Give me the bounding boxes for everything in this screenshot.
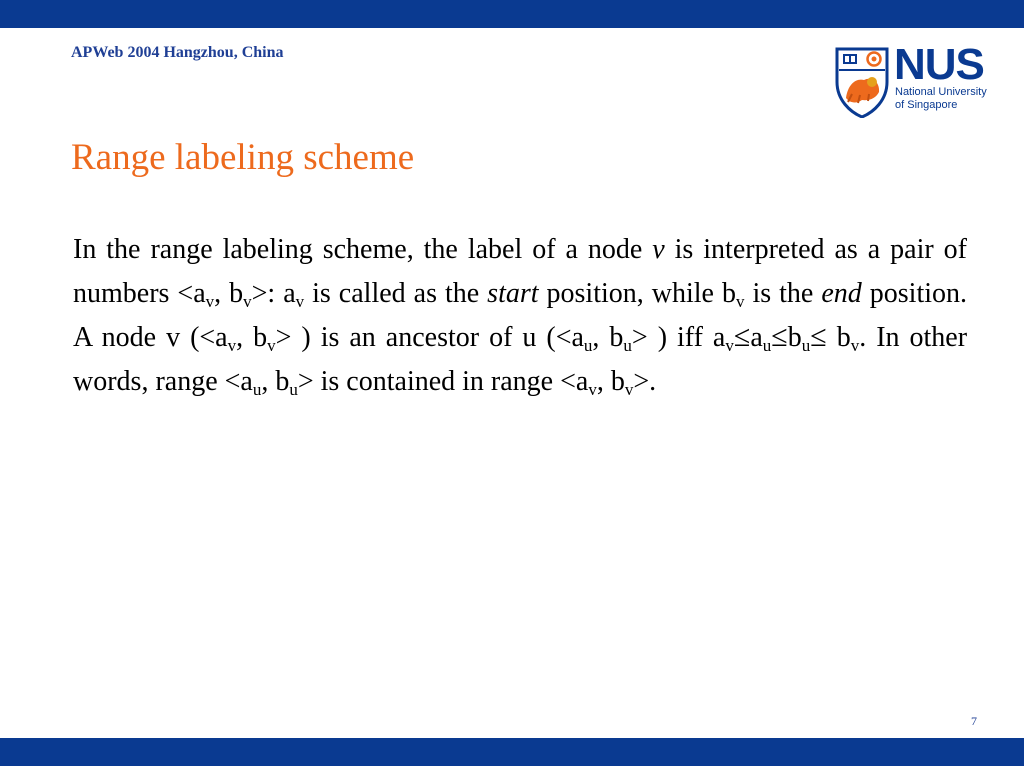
body-text: >. bbox=[633, 365, 657, 397]
leq-symbol: ≤ bbox=[810, 320, 827, 353]
body-italic-end: end bbox=[821, 277, 862, 309]
subscript: v bbox=[243, 291, 252, 311]
subscript: u bbox=[289, 379, 298, 399]
body-text: > ) iff a bbox=[631, 322, 726, 353]
subscript: u bbox=[583, 336, 593, 355]
body-text: is the bbox=[744, 277, 822, 309]
nus-crest-icon bbox=[834, 46, 890, 118]
top-bar bbox=[0, 0, 1024, 28]
body-text: is interpreted as a pair of numbers <a bbox=[73, 234, 967, 309]
body-text: b bbox=[826, 322, 851, 353]
body-italic-start: start bbox=[487, 277, 539, 309]
subscript: v bbox=[267, 336, 276, 355]
page-number: 7 bbox=[971, 714, 977, 728]
body-text: > is contained in range <a bbox=[297, 365, 589, 397]
body-paragraph bbox=[73, 228, 967, 403]
nus-name-line1: National University bbox=[895, 86, 987, 98]
body-text: , b bbox=[596, 365, 625, 397]
leq-symbol: ≤ bbox=[733, 320, 751, 353]
subscript: v bbox=[735, 291, 745, 311]
body-text: , b bbox=[236, 322, 268, 353]
body-text: position. A node v (<a bbox=[73, 277, 968, 353]
subscript: v bbox=[588, 379, 597, 399]
body-text: position, while b bbox=[538, 277, 736, 309]
subscript: v bbox=[205, 291, 215, 311]
body-italic-v: v bbox=[652, 234, 665, 265]
nus-name-line2: of Singapore bbox=[895, 99, 958, 111]
subscript: u bbox=[762, 336, 772, 355]
nus-wordmark: NUS bbox=[894, 40, 984, 89]
conference-label: APWeb 2004 Hangzhou, China bbox=[71, 44, 284, 61]
subscript: v bbox=[227, 336, 237, 355]
subscript: u bbox=[623, 336, 632, 355]
subscript: v bbox=[624, 379, 634, 399]
body-text: . In other words, range <a bbox=[73, 322, 968, 397]
leq-symbol: ≤ bbox=[771, 320, 788, 353]
body-text: In the range labeling scheme, the label of a node bbox=[73, 234, 653, 265]
subscript: u bbox=[252, 379, 262, 399]
body-text: > ) is an ancestor of u (<a bbox=[275, 322, 584, 353]
body-text: , b bbox=[261, 365, 290, 397]
body-text: , b bbox=[592, 322, 624, 353]
subscript: v bbox=[725, 336, 734, 355]
nus-logo bbox=[834, 40, 994, 118]
bottom-bar bbox=[0, 738, 1024, 766]
body-text: b bbox=[787, 322, 802, 353]
body-text: >: a bbox=[251, 277, 296, 309]
body-text: a bbox=[750, 322, 763, 353]
slide-title: Range labeling scheme bbox=[71, 137, 415, 178]
subscript: u bbox=[801, 336, 811, 355]
body-text: , b bbox=[214, 277, 244, 309]
subscript: v bbox=[850, 336, 860, 355]
body-text: is called as the bbox=[304, 277, 488, 309]
subscript: v bbox=[295, 291, 305, 311]
